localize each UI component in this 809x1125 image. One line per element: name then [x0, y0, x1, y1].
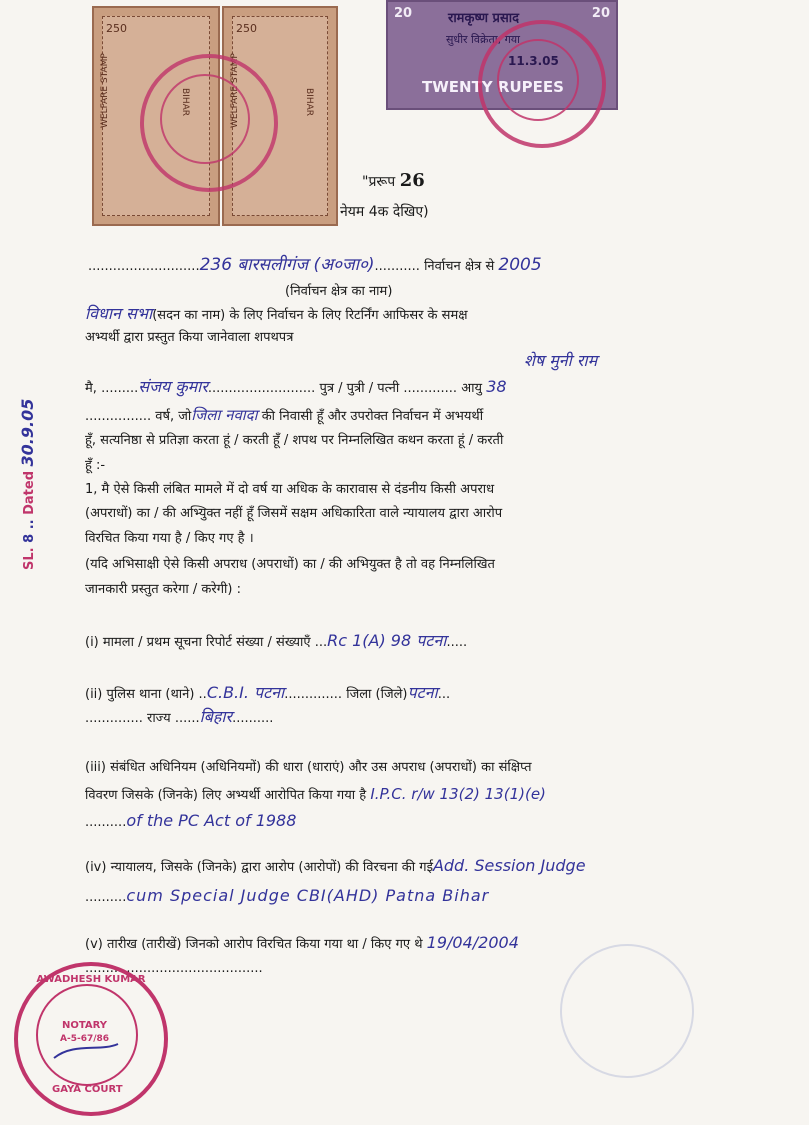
para1-line5: जानकारी प्रस्तुत करेगा / करेगी) : — [85, 582, 242, 597]
revenue-stamp-date: 11.3.05 — [508, 54, 559, 68]
notary-seal — [14, 962, 168, 1116]
oath-line-end: हूँ :- — [85, 458, 106, 473]
faint-seal-mark — [560, 944, 694, 1078]
notary-place: GAYA COURT — [52, 1084, 123, 1095]
notary-name: AWADHESH KUMAR — [36, 974, 146, 985]
revenue-stamp-label: TWENTY RUPEES — [422, 78, 564, 96]
age-label: आयु — [461, 381, 483, 396]
constituency-label: निर्वाचन क्षेत्र से — [424, 259, 495, 274]
item2-state-line: .............. राज्य ......बिहार.......... — [85, 707, 274, 726]
item4-line2: ..........cum Special Judge CBI(AHD) Patna Bihar — [85, 886, 490, 905]
item3-line1: (iii) संबंधित अधिनियम (अधिनियमों) की धारा (धाराएं) और उस अपराध (अपराधों) का संक्षिप्त — [85, 760, 532, 775]
constituency-name-caption: (निर्वाचन क्षेत्र का नाम) — [285, 284, 393, 299]
item1-hw: Rc 1(A) 98 पटना — [327, 631, 447, 650]
age-hw: 38 — [486, 377, 507, 396]
residence-label: की निवासी हूँ और उपरोक्त निर्वाचन में अभयर्थी — [261, 409, 484, 424]
item2-district-hw: पटना — [407, 683, 438, 702]
deponent-line: मै, .........संजय कुमार.......................... पुत्र / पुत्री / पत्नी ............. आयु 38 — [85, 377, 507, 396]
item3-line2 — [85, 785, 546, 805]
item2-line: (ii) पुलिस थाना (थाने) ..C.B.I. पटना.............. जिला (जिले)पटना... — [85, 683, 451, 702]
item5-hw: 19/04/2004 — [426, 933, 519, 952]
form-subtitle: नेयम 4क देखिए) — [340, 204, 429, 220]
form-title-number: 26 — [399, 170, 425, 191]
form-title — [362, 172, 425, 191]
revenue-stamp-overprint: रामकृष्ण प्रसाद — [448, 11, 520, 26]
welfare-stamp-state: BIHAR — [180, 88, 190, 117]
welfare-stamp-value: 250 — [106, 22, 127, 35]
welfare-stamp-state: BIHAR — [304, 88, 314, 117]
item2-state-hw: बिहार — [199, 707, 233, 726]
form-title-prefix: "प्ररूप — [362, 174, 396, 190]
item4-label: (iv) न्यायालय, जिसके (जिनके) द्वारा आरोप (आरोपों) की विरचना की गई — [85, 860, 433, 875]
para1-line2: (अपराधों) का / की अभ्युिक्त नहीं हूँ जिसमें सक्षम अधिकारिता वाले न्यायालय द्वारा आरोप — [85, 506, 503, 521]
revenue-stamp-value-right: 20 — [591, 6, 610, 21]
item4-hw2: cum Special Judge CBI(AHD) Patna Bihar — [126, 886, 490, 905]
side-dated-value: 30.9.05 — [18, 398, 37, 467]
item4-hw1: Add. Session Judge — [432, 856, 586, 875]
item2-state-label: राज्य — [147, 711, 171, 726]
revenue-stamp-value-left: 20 — [394, 6, 413, 21]
court-seal-ring — [140, 54, 270, 184]
house-label: (सदन का नाम) के लिए निर्वाचन के लिए रिटर्निंग आफिसर के समक्ष — [152, 308, 468, 323]
residence-line: ................ वर्ष, जोजिला नवादा की निवासी हूँ और उपरोक्त निर्वाचन में अभयर्थी — [85, 406, 484, 424]
relation-label: पुत्र / पुत्री / पत्नी — [319, 381, 400, 396]
residence-hw: जिला नवादा — [191, 406, 258, 424]
item1-line: (i) मामला / प्रथम सूचना रिपोर्ट संख्या / संख्याएँ ...Rc 1(A) 98 पटना..... — [85, 631, 468, 650]
item1-label: (i) मामला / प्रथम सूचना रिपोर्ट संख्या / संख्याएँ — [85, 635, 311, 650]
para1-line1: 1, मै ऐसे किसी लंबित मामले में दो वर्ष या अधिक के कारावास से दंडनीय किसी अपराध — [85, 482, 495, 497]
welfare-stamp-value: 250 — [236, 22, 257, 35]
constituency-line: ...........................236 बारसलीगंज (अ०जा०)........... निर्वाचन क्षेत्र से 2005 — [88, 255, 542, 275]
item3-hw2: of the PC Act of 1988 — [126, 811, 297, 830]
years-label: वर्ष, जो — [155, 409, 192, 424]
court-seal-stamps — [140, 54, 278, 192]
election-year-hw: 2005 — [498, 255, 542, 275]
item3-hw1: I.P.C. r/w 13(2) 13(1)(e) — [370, 785, 546, 803]
court-seal-revenue-ring — [478, 20, 598, 140]
oath-line: हूँ, सत्यनिष्ठा से प्रतिज्ञा करता हूं / करती हूँ / शपथ पर निम्नलिखित कथन करता हूं / करती — [85, 433, 504, 448]
side-serial-note: SL. 8 .. Dated 30.9.05 — [18, 398, 37, 570]
item5-dots: ........................................... — [85, 961, 263, 976]
house-hw: विधान सभा — [85, 304, 153, 323]
court-seal-revenue — [478, 20, 606, 148]
item4-line — [85, 857, 586, 877]
item2-district-label: जिला (जिले) — [346, 687, 408, 702]
constituency-hw: 236 बारसलीगंज (अ०जा०) — [199, 255, 375, 275]
item3-label: विवरण जिसके (जिनके) लिए अभ्यर्थी आरोपित किया गया है — [85, 788, 367, 803]
notary-reg: A-5-67/86 — [60, 1034, 110, 1044]
revenue-stamp-overprint-2: सुधीर विक्रेता, गया — [446, 33, 520, 46]
deponent-prefix: मै, — [85, 381, 97, 396]
item2-station-hw: C.B.I. पटना — [206, 683, 285, 702]
para1-line3: विरचित किया गया है / किए गए है । — [85, 531, 254, 546]
affidavit-heading: अभ्यर्थी द्वारा प्रस्तुत किया जानेवाला शपथपत्र — [85, 330, 294, 345]
side-sl-label: SL. — [22, 547, 37, 570]
item2-label: (ii) पुलिस थाना (थाने) — [85, 687, 195, 702]
side-dated-label: Dated — [22, 470, 37, 515]
father-name-hw: शेष मुनी राम — [524, 351, 598, 370]
welfare-stamp-label: WELFARE STAMP — [100, 53, 110, 128]
notary-title: NOTARY — [62, 1020, 108, 1031]
para1-line4: (यदि अभिसाक्षी ऐसे किसी अपराध (अपराधों) का / की अभियुक्त है तो वह निम्नलिखित — [85, 557, 495, 572]
welfare-stamp-label: WELFARE STAMP — [230, 53, 240, 128]
item5-label: (v) तारीख (तारीखें) जिनको आरोप विरचित किया गया था / किए गए थे — [85, 937, 423, 952]
deponent-name-hw: संजय कुमार — [138, 377, 208, 396]
item3-line3: ..........of the PC Act of 1988 — [85, 811, 297, 830]
item5-line — [85, 934, 519, 954]
house-line — [85, 305, 468, 325]
